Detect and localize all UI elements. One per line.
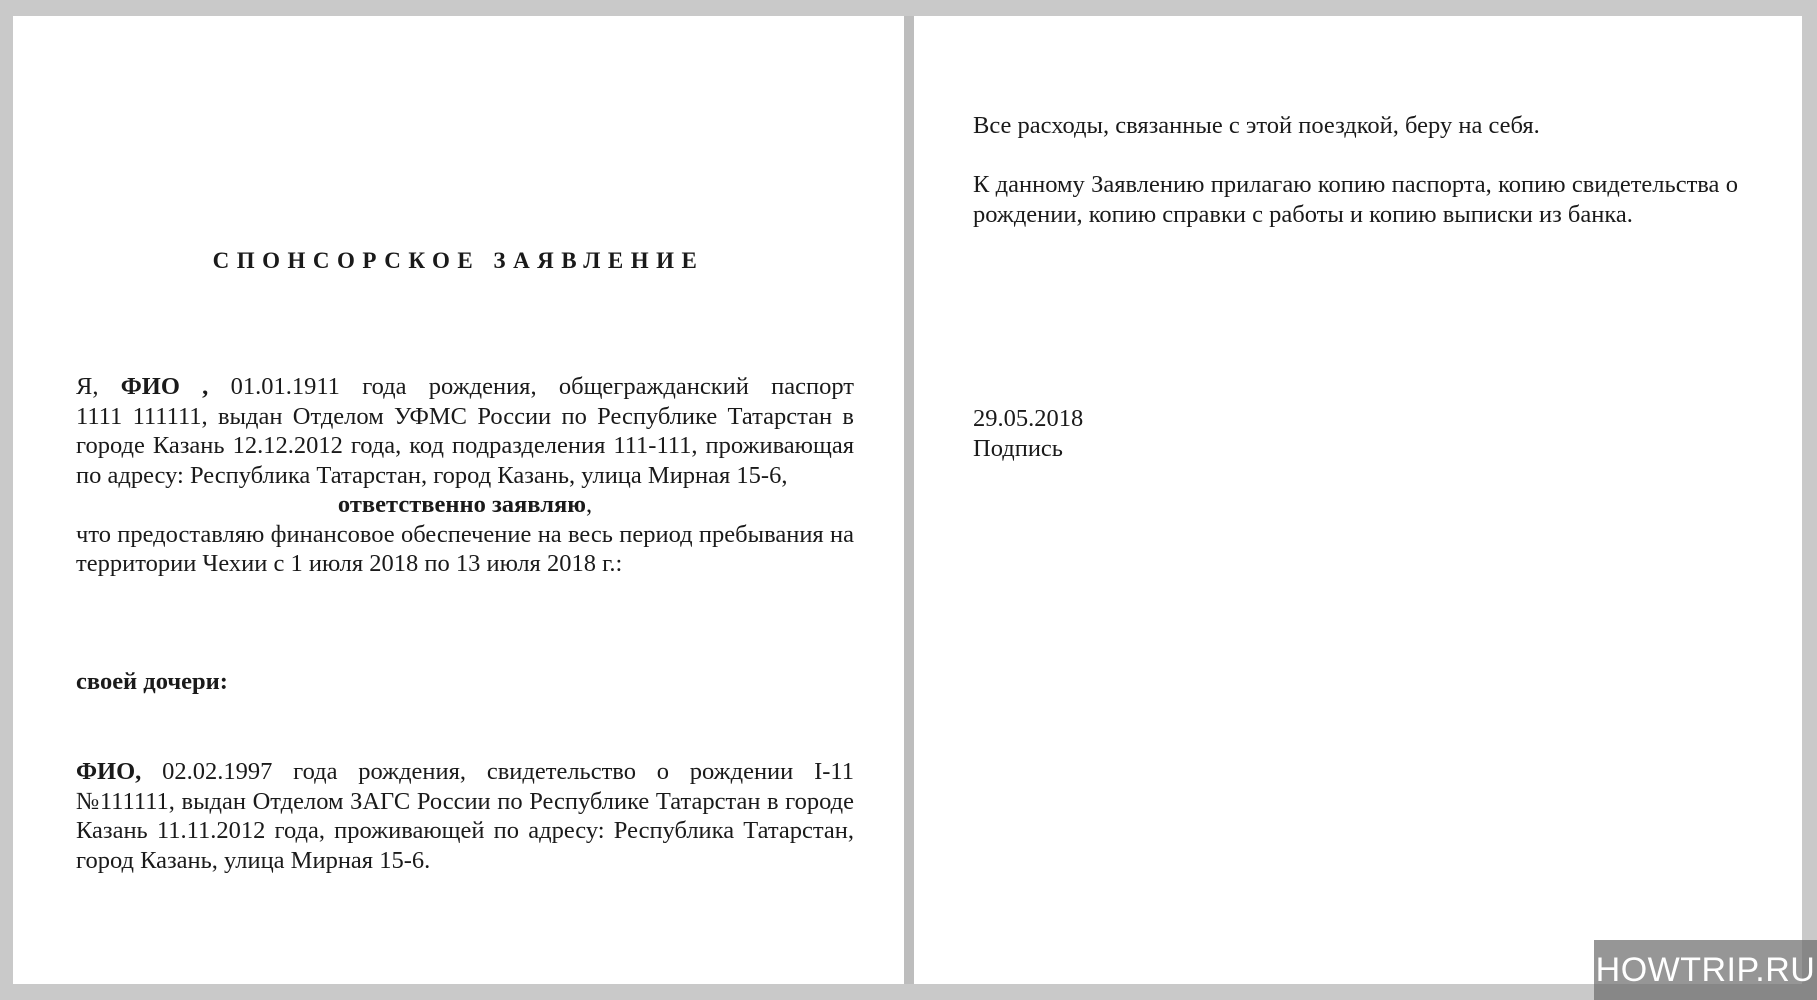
signature-label: Подпись xyxy=(973,435,1063,462)
declare-comma: , xyxy=(585,491,593,518)
daughter-paragraph xyxy=(76,757,854,875)
applicant-paragraph xyxy=(76,372,854,579)
applicant-prefix: Я, xyxy=(76,373,121,400)
document-page-right xyxy=(914,16,1802,984)
declare-line xyxy=(76,490,854,520)
declare-text: ответственно заявляю xyxy=(337,491,586,518)
page-separator xyxy=(904,16,914,984)
applicant-first-line xyxy=(76,372,854,402)
expenses-paragraph: Все расходы, связанные с этой поездкой, беру на себя. xyxy=(973,112,1540,139)
daughter-name: ФИО, xyxy=(76,758,142,785)
document-title: СПОНСОРСКОЕ ЗАЯВЛЕНИЕ xyxy=(212,248,705,273)
attachments-paragraph: К данному Заявлению прилагаю копию паспорта, копию свидетельства о рождении, копию справки с работы и копию выписки из банка. xyxy=(973,171,1738,228)
daughter-text: 02.02.1997 года рождения, свидетельство о рождении I-11 №111111, выдан Отделом ЗАГС России по Республике Татарстан в городе Казань 11.11.2012 года, проживающей по адресу: Республика Татарстан, город Казань, улица Мирная 15-6. xyxy=(76,758,854,874)
daughter-label xyxy=(76,667,854,697)
support-paragraph: что предоставляю финансовое обеспечение на весь период пребывания на территории Чехии с 1 июля 2018 по 13 июля 2018 г.: xyxy=(76,520,854,577)
applicant-name: ФИО , xyxy=(120,373,209,400)
document-page-left xyxy=(13,16,904,984)
daughter-label-text: своей дочери: xyxy=(76,668,228,695)
applicant-text-rest: 1111 111111, выдан Отделом УФМС России по Республике Татарстан в городе Казань 12.12.2012 года, код подразделения 111-111, проживающая по адресу: Республика Татарстан, город Казань, улица Мирная 15-6, xyxy=(76,402,854,489)
applicant-text-line1: 01.01.1911 года рождения, общегражданский паспорт xyxy=(208,373,854,400)
signature-date: 29.05.2018 xyxy=(973,405,1084,432)
site-watermark: HOWTRIP.RU xyxy=(1594,940,1817,1000)
